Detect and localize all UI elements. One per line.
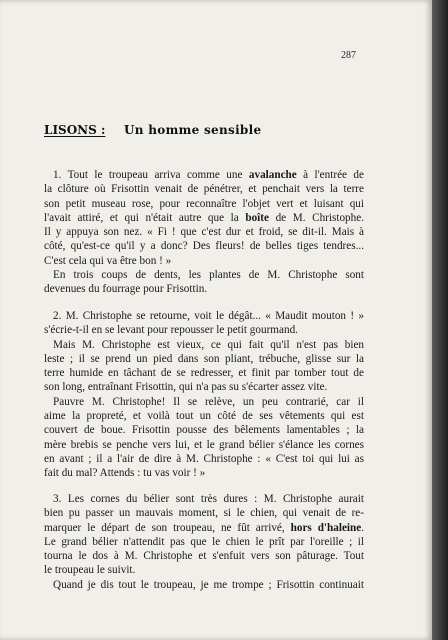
text-run: son long, entraînant Frisottin, qui n'a pas su s'écarter assez vite.	[44, 381, 328, 394]
text-line	[44, 438, 364, 452]
bold-term: avalanche	[248, 169, 297, 181]
text-run: 3. Les cornes du bélier sont très dures : M. Christophe aurait	[53, 493, 364, 505]
text-line	[44, 254, 364, 268]
text-run: la clôture où Frisottin venait de pénétrer, et penchait vers la terre	[44, 183, 364, 196]
text-line	[44, 225, 364, 239]
text-line	[44, 535, 364, 549]
text-run: bien pu passer un mauvais moment, si le chien, qui venait de re-	[44, 507, 364, 520]
heading-label: LISONS :	[44, 123, 106, 137]
text-line	[44, 452, 364, 466]
text-line	[44, 521, 364, 535]
text-line	[44, 168, 364, 182]
book-spine-edge	[432, 0, 448, 640]
bold-term: hors d'haleine	[290, 521, 362, 534]
text-run: devenues du fourrage pour Frisottin.	[44, 283, 208, 296]
text-run: terre humide en tâchant de se redresser, et finit par tomber tout de	[44, 367, 364, 380]
text-run: de M. Christophe.	[268, 211, 364, 224]
text-run: Pauvre M. Christophe! Il se relève, un peu contrarié, car il	[53, 395, 364, 408]
text-line	[44, 366, 364, 380]
text-line	[44, 506, 364, 520]
text-line	[44, 338, 364, 352]
text-run: 1. Tout le troupeau arriva comme une	[53, 169, 249, 181]
text-run: Quand je dis tout le troupeau, je me trompe ; Frisottin continuait	[53, 578, 364, 591]
text-run: le troupeau le suivit.	[44, 564, 136, 577]
text-run: leste ; il se prend un pied dans son pliant, trébuche, glisse sur la	[44, 352, 364, 365]
text-line	[44, 268, 364, 282]
text-line	[44, 182, 364, 196]
text-run: marquer le départ de son troupeau, ne fût arrivé,	[44, 521, 291, 534]
text-run: C'est cela qui va être bon ! »	[44, 254, 172, 267]
text-run: couvert de boue. Frisottin pousse des bêlements lamentables ; la	[44, 424, 364, 437]
text-line	[44, 352, 364, 366]
text-line	[44, 309, 364, 323]
text-line	[44, 563, 364, 577]
text-line	[44, 211, 364, 225]
paragraph-section-1	[44, 168, 364, 297]
text-line	[44, 578, 364, 592]
text-line	[44, 395, 364, 409]
text-run: Mais M. Christophe est vieux, ce qui fait qu'il n'est pas bien	[53, 338, 364, 351]
text-run: 2. M. Christophe se retourne, voit le dégât... « Maudit mouton ! »	[53, 310, 364, 322]
page-number: 287	[341, 50, 356, 61]
text-line	[44, 466, 364, 480]
text-run: Il y appuya son nez. « Fi ! que c'est dur et froid, se dit-il. Mais à	[44, 226, 364, 239]
text-run: l'avait attiré, et qui n'était autre que la	[44, 211, 246, 224]
text-run: mère brebis se penche vers lui, et le grand bélier s'élance les cornes	[44, 438, 364, 451]
text-run: côté, qu'est-ce qu'il y a donc? Des fleurs! de belles tiges tendres...	[44, 240, 364, 253]
text-line	[44, 409, 364, 423]
text-run: tourna le dos à M. Christophe et s'enfuit vers son pâturage. Tout	[44, 550, 364, 563]
paragraph-section-2	[44, 309, 364, 481]
text-line	[44, 380, 364, 394]
text-line	[44, 197, 364, 211]
text-run: en avant ; il a l'air de dire à M. Christophe : « C'est toi qui lui as	[44, 452, 364, 465]
text-run: .	[361, 521, 365, 534]
heading-title: Un homme sensible	[124, 123, 262, 137]
text-line	[44, 549, 364, 563]
bold-term: boîte	[245, 211, 269, 224]
text-line	[44, 239, 364, 253]
lesson-heading	[44, 123, 262, 137]
paragraph-section-3	[44, 492, 364, 592]
text-run: s'écrie-t-il en se levant pour repousser le petit gourmand.	[44, 324, 298, 337]
text-run: aime la propreté, et voilà tout un côté de ses vêtements qui est	[44, 410, 364, 423]
text-line	[44, 282, 364, 296]
text-line	[44, 492, 364, 506]
text-run: son petit museau rose, pour reconnaître l'objet vert et luisant qui	[44, 197, 364, 210]
text-line	[44, 323, 364, 337]
text-line	[44, 423, 364, 437]
text-run: fait du mal? Attends : tu vas voir ! »	[44, 467, 206, 480]
text-run: à l'entrée de	[296, 169, 364, 181]
text-run: Le grand bélier n'attendit pas que le chien le prît par l'oreille ; il	[44, 535, 364, 548]
text-run: En trois coups de dents, les plantes de M. Christophe sont	[53, 269, 364, 282]
